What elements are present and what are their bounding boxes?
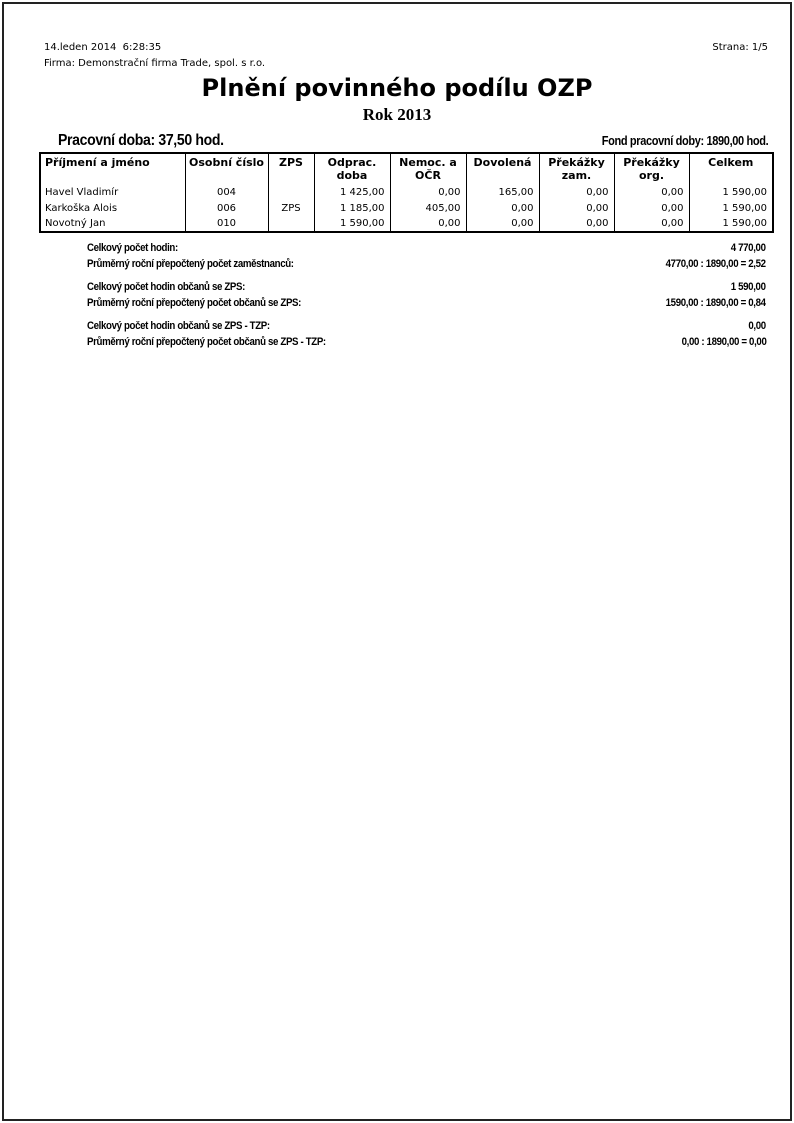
cell-total: 1 590,00 <box>689 216 773 232</box>
report-page <box>2 2 792 1121</box>
report-company: Firma: Demonstrační firma Trade, spol. s r.o. <box>44 58 266 69</box>
summary-line <box>87 334 766 350</box>
col-header-obstacles-employee: Překážky zam. <box>539 153 614 184</box>
cell-vacation: 165,00 <box>466 184 539 200</box>
col-header-sickness: Nemoc. a OČR <box>390 153 466 184</box>
summary-label: Průměrný roční přepočtený počet občanů se ZPS: <box>87 297 302 309</box>
col-header-worked-hours: Odprac. doba <box>314 153 390 184</box>
worktime-row <box>58 132 768 150</box>
cell-obstacles-employee: 0,00 <box>539 216 614 232</box>
cell-employee-name: Karkoška Alois <box>40 200 185 216</box>
col-header-vacation: Dovolená <box>466 153 539 184</box>
summary-label: Celkový počet hodin občanů se ZPS: <box>87 281 246 293</box>
cell-total: 1 590,00 <box>689 200 773 216</box>
cell-total: 1 590,00 <box>689 184 773 200</box>
summary-group-zps-tzp-hours <box>87 318 766 350</box>
cell-personal-number: 006 <box>185 200 268 216</box>
summary-value: 4 770,00 <box>731 242 766 254</box>
col-header-personal-number: Osobní číslo <box>185 153 268 184</box>
cell-worked-hours: 1 425,00 <box>314 184 390 200</box>
summary-label: Průměrný roční přepočtený počet zaměstnanců: <box>87 258 294 270</box>
summary-label: Celkový počet hodin: <box>87 242 178 254</box>
table-row <box>40 184 773 200</box>
summary-line <box>87 256 766 272</box>
working-fund-label: Fond pracovní doby: 1890,00 hod. <box>601 134 768 148</box>
report-subtitle: Rok 2013 <box>362 105 432 124</box>
working-time-label: Pracovní doba: 37,50 hod. <box>58 132 224 149</box>
cell-zps <box>268 184 314 200</box>
table-row <box>40 216 773 232</box>
cell-worked-hours: 1 185,00 <box>314 200 390 216</box>
summary-value: 1590,00 : 1890,00 = 0,84 <box>665 297 766 309</box>
summary-label: Průměrný roční přepočtený počet občanů se ZPS - TZP: <box>87 336 326 348</box>
summary-section <box>87 240 766 357</box>
summary-line <box>87 295 766 311</box>
summary-line <box>87 318 766 334</box>
cell-worked-hours: 1 590,00 <box>314 216 390 232</box>
summary-group-zps-hours <box>87 279 766 311</box>
summary-value: 4770,00 : 1890,00 = 2,52 <box>665 258 766 270</box>
page-number: Strana: 1/5 <box>712 42 768 53</box>
col-header-obstacles-org: Překážky org. <box>614 153 689 184</box>
cell-vacation: 0,00 <box>466 216 539 232</box>
report-datetime: 14.leden 2014 6:28:35 <box>44 42 162 53</box>
summary-value: 0,00 <box>748 320 766 332</box>
cell-zps: ZPS <box>268 200 314 216</box>
cell-employee-name: Havel Vladimír <box>40 184 185 200</box>
summary-line <box>87 240 766 256</box>
cell-employee-name: Novotný Jan <box>40 216 185 232</box>
col-header-total: Celkem <box>689 153 773 184</box>
table-header-row <box>40 153 773 184</box>
cell-zps <box>268 216 314 232</box>
cell-obstacles-org: 0,00 <box>614 184 689 200</box>
cell-obstacles-employee: 0,00 <box>539 184 614 200</box>
cell-sickness: 0,00 <box>390 216 466 232</box>
report-title: Plnění povinného podílu OZP <box>201 74 593 102</box>
cell-obstacles-employee: 0,00 <box>539 200 614 216</box>
employee-table <box>39 152 774 233</box>
summary-label: Celkový počet hodin občanů se ZPS - TZP: <box>87 320 270 332</box>
col-header-surname-name: Příjmení a jméno <box>40 153 185 184</box>
col-header-zps: ZPS <box>268 153 314 184</box>
summary-value: 0,00 : 1890,00 = 0,00 <box>681 336 766 348</box>
summary-group-total-hours <box>87 240 766 272</box>
report-meta <box>44 40 265 72</box>
cell-sickness: 0,00 <box>390 184 466 200</box>
summary-line <box>87 279 766 295</box>
cell-obstacles-org: 0,00 <box>614 200 689 216</box>
table-row <box>40 200 773 216</box>
cell-obstacles-org: 0,00 <box>614 216 689 232</box>
cell-personal-number: 004 <box>185 184 268 200</box>
cell-sickness: 405,00 <box>390 200 466 216</box>
summary-value: 1 590,00 <box>731 281 766 293</box>
cell-personal-number: 010 <box>185 216 268 232</box>
cell-vacation: 0,00 <box>466 200 539 216</box>
